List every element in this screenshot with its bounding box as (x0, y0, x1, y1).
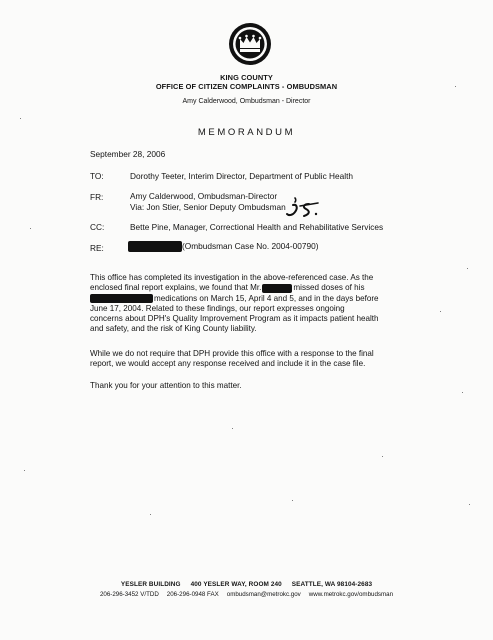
handwritten-initials-signature (285, 196, 325, 222)
office-name: OFFICE OF CITIZEN COMPLAINTS - OMBUDSMAN (155, 82, 338, 91)
scan-speck (382, 456, 383, 457)
closing-line: Thank you for your attention to this matter. (90, 381, 242, 390)
redaction-block (128, 241, 182, 252)
body-paragraph-1 (90, 273, 420, 335)
footer-city: SEATTLE, WA 98104-2683 (291, 581, 373, 588)
footer-phone: 206-296-3452 V/TDD (99, 591, 159, 598)
memo-title: MEMORANDUM (197, 127, 296, 138)
body-paragraph-2 (90, 349, 420, 370)
paragraph-fragment: enclosed final report explains, we found that Mr. (90, 283, 262, 293)
scan-speck (469, 504, 470, 505)
re-value: (Ombudsman Case No. 2004-00790) (182, 241, 319, 251)
scan-speck (467, 268, 468, 269)
from-line-2: Via: Jon Stier, Senior Deputy Ombudsman (130, 202, 286, 212)
scan-speck (292, 500, 293, 501)
paragraph-fragment: medications on March 15, April 4 and 5, and in the days before (154, 293, 379, 303)
scan-speck (30, 228, 31, 229)
paragraph-line: and safety, and the risk of King County liability. (90, 324, 257, 334)
cc-label: CC: (90, 222, 105, 232)
footer-address-line (0, 581, 493, 588)
footer-building: YESLER BUILDING (120, 581, 181, 588)
org-name: KING COUNTY (220, 73, 273, 82)
scan-speck (20, 118, 21, 119)
footer-street: 400 YESLER WAY, ROOM 240 (190, 581, 282, 588)
footer-web: www.metrokc.gov/ombudsman (308, 591, 394, 598)
scan-speck (232, 428, 233, 429)
scan-speck (150, 514, 151, 515)
scan-speck (440, 311, 441, 312)
director-line: Amy Calderwood, Ombudsman - Director (182, 98, 311, 105)
from-line-1: Amy Calderwood, Ombudsman-Director (130, 191, 278, 201)
cc-value: Bette Pine, Manager, Correctional Health and Rehabilitative Services (130, 222, 384, 232)
paragraph-line: report, we would accept any response received and include it in the case file. (90, 359, 366, 369)
from-label: FR: (90, 192, 104, 202)
paragraph-line (90, 283, 420, 293)
redaction-block (262, 284, 292, 293)
paragraph-line: concerns about DPH's Quality Improvement Program as it impacts patient health (90, 314, 379, 324)
scan-speck (24, 470, 25, 471)
scan-speck (462, 392, 463, 393)
paragraph-line: This office has completed its investigation in the above-referenced case. As the (90, 273, 374, 282)
footer-email: ombudsman@metrokc.gov (226, 591, 301, 598)
to-label: TO: (90, 171, 104, 181)
paragraph-line: While we do not require that DPH provide this office with a response to the final (90, 349, 374, 358)
redaction-block (90, 294, 153, 303)
re-value-row (128, 241, 319, 252)
paragraph-line: June 17, 2004. Related to these findings, our report expresses ongoing (90, 303, 345, 313)
king-county-logo-icon (228, 22, 272, 66)
to-value: Dorothy Teeter, Interim Director, Department of Public Health (130, 171, 354, 181)
footer-fax: 206-296-0948 FAX (166, 591, 219, 598)
paragraph-line (90, 294, 420, 304)
paragraph-fragment: missed doses of his (293, 283, 365, 293)
memo-date: September 28, 2006 (90, 149, 166, 159)
from-value (130, 191, 286, 213)
re-label: RE: (90, 243, 104, 253)
footer-contact-line (0, 591, 493, 598)
